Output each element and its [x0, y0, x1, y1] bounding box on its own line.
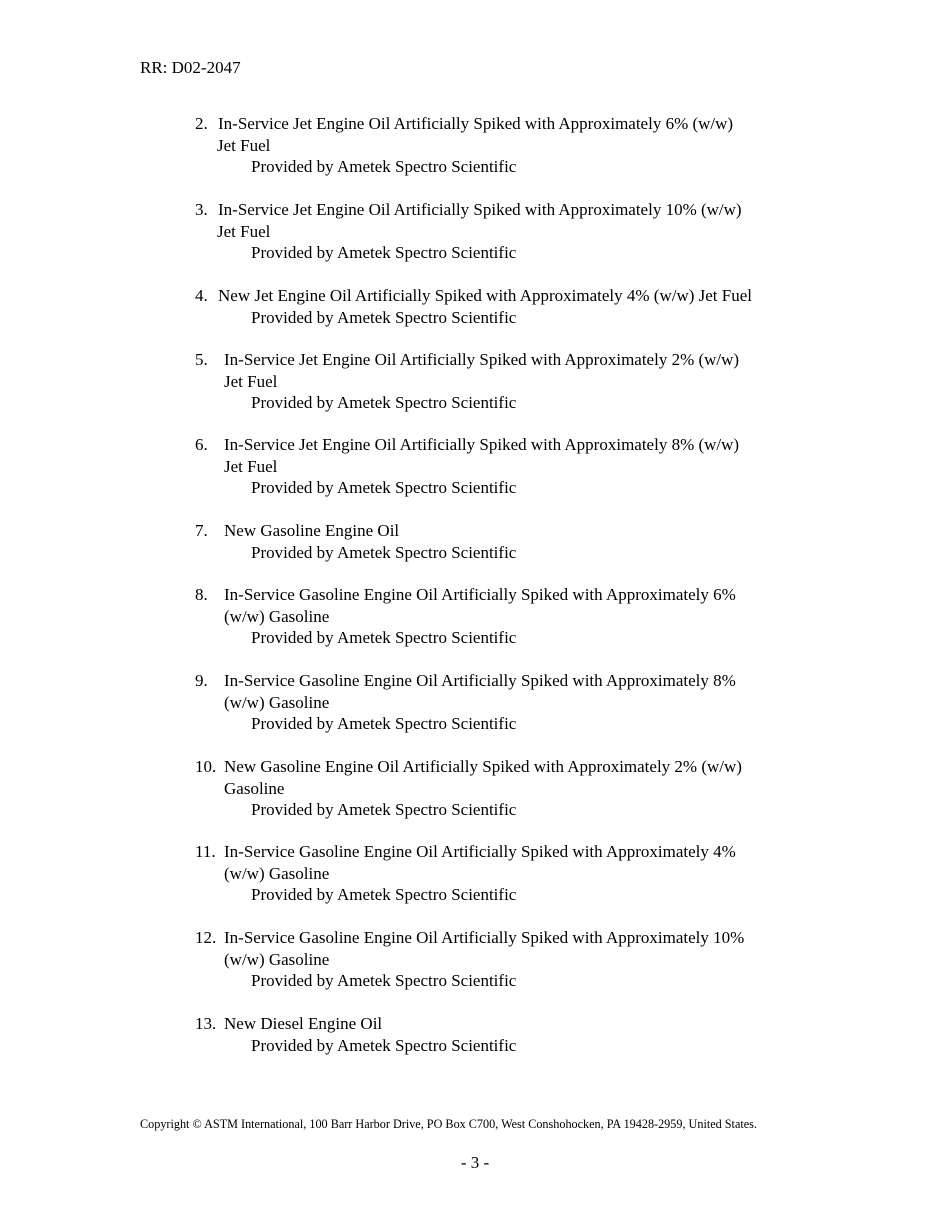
item-provider: Provided by Ametek Spectro Scientific	[251, 885, 517, 904]
item-provider: Provided by Ametek Spectro Scientific	[251, 542, 517, 562]
copyright-notice: Copyright © ASTM International, 100 Barr Harbor Drive, PO Box C700, West Conshohocken, PA 19428-2959, United States.	[140, 1117, 757, 1131]
list-item	[195, 756, 815, 821]
item-number: 9.	[195, 671, 208, 690]
list-item	[195, 520, 815, 563]
item-title-continued: Jet Fuel	[217, 221, 271, 241]
item-title: In-Service Jet Engine Oil Artificially Spiked with Approximately 2% (w/w)	[224, 350, 740, 369]
item-title-continued: Jet Fuel	[217, 135, 271, 155]
item-title-continued: (w/w) Gasoline	[224, 949, 330, 969]
item-number: 6.	[195, 435, 208, 454]
item-provider: Provided by Ametek Spectro Scientific	[251, 800, 517, 819]
item-title: In-Service Jet Engine Oil Artificially Spiked with Approximately 10% (w/w)	[218, 200, 742, 219]
item-title: In-Service Gasoline Engine Oil Artificially Spiked with Approximately 6%	[224, 585, 736, 604]
item-title-continued: (w/w) Gasoline	[224, 863, 330, 883]
item-provider: Provided by Ametek Spectro Scientific	[251, 157, 517, 176]
list-item	[195, 841, 815, 906]
item-provider: Provided by Ametek Spectro Scientific	[251, 478, 517, 497]
item-title: In-Service Gasoline Engine Oil Artificially Spiked with Approximately 4%	[224, 842, 736, 861]
item-number: 13.	[195, 1014, 217, 1033]
list-item	[195, 1013, 815, 1056]
item-provider: Provided by Ametek Spectro Scientific	[251, 1035, 517, 1055]
item-provider: Provided by Ametek Spectro Scientific	[251, 628, 517, 647]
page-number: - 3 -	[460, 1153, 490, 1172]
item-provider: Provided by Ametek Spectro Scientific	[251, 971, 517, 990]
item-number: 5.	[195, 350, 208, 369]
item-title: New Diesel Engine Oil	[224, 1014, 383, 1033]
item-provider: Provided by Ametek Spectro Scientific	[251, 307, 517, 327]
item-title: New Jet Engine Oil Artificially Spiked with Approximately 4% (w/w) Jet Fuel	[218, 286, 752, 305]
item-number: 12.	[195, 928, 217, 947]
item-title-continued: Jet Fuel	[224, 371, 278, 391]
item-title: In-Service Gasoline Engine Oil Artificially Spiked with Approximately 10%	[224, 928, 745, 947]
item-title: New Gasoline Engine Oil	[224, 521, 400, 540]
item-provider: Provided by Ametek Spectro Scientific	[251, 393, 517, 412]
item-provider: Provided by Ametek Spectro Scientific	[251, 714, 517, 733]
list-item	[195, 670, 815, 735]
item-number: 3.	[195, 200, 208, 219]
item-number: 8.	[195, 585, 208, 604]
item-title: In-Service Jet Engine Oil Artificially Spiked with Approximately 8% (w/w)	[224, 435, 740, 454]
item-number: 10.	[195, 757, 217, 776]
item-number: 7.	[195, 521, 208, 540]
list-item	[195, 113, 815, 178]
item-provider: Provided by Ametek Spectro Scientific	[251, 243, 517, 262]
item-number: 2.	[195, 114, 208, 133]
list-item	[195, 285, 815, 328]
list-item	[195, 199, 815, 264]
item-number: 11.	[195, 842, 216, 861]
item-title: In-Service Jet Engine Oil Artificially Spiked with Approximately 6% (w/w)	[218, 114, 734, 133]
item-title-continued: (w/w) Gasoline	[224, 692, 330, 712]
item-title-continued: Jet Fuel	[224, 456, 278, 476]
list-item	[195, 349, 815, 414]
item-title-continued: (w/w) Gasoline	[224, 606, 330, 626]
report-id-header: RR: D02-2047	[140, 58, 241, 77]
item-title: In-Service Gasoline Engine Oil Artificially Spiked with Approximately 8%	[224, 671, 736, 690]
item-title: New Gasoline Engine Oil Artificially Spiked with Approximately 2% (w/w)	[224, 757, 742, 776]
item-title-continued: Gasoline	[224, 778, 285, 798]
list-item	[195, 434, 815, 499]
list-item	[195, 584, 815, 649]
list-item	[195, 927, 815, 992]
item-number: 4.	[195, 286, 208, 305]
